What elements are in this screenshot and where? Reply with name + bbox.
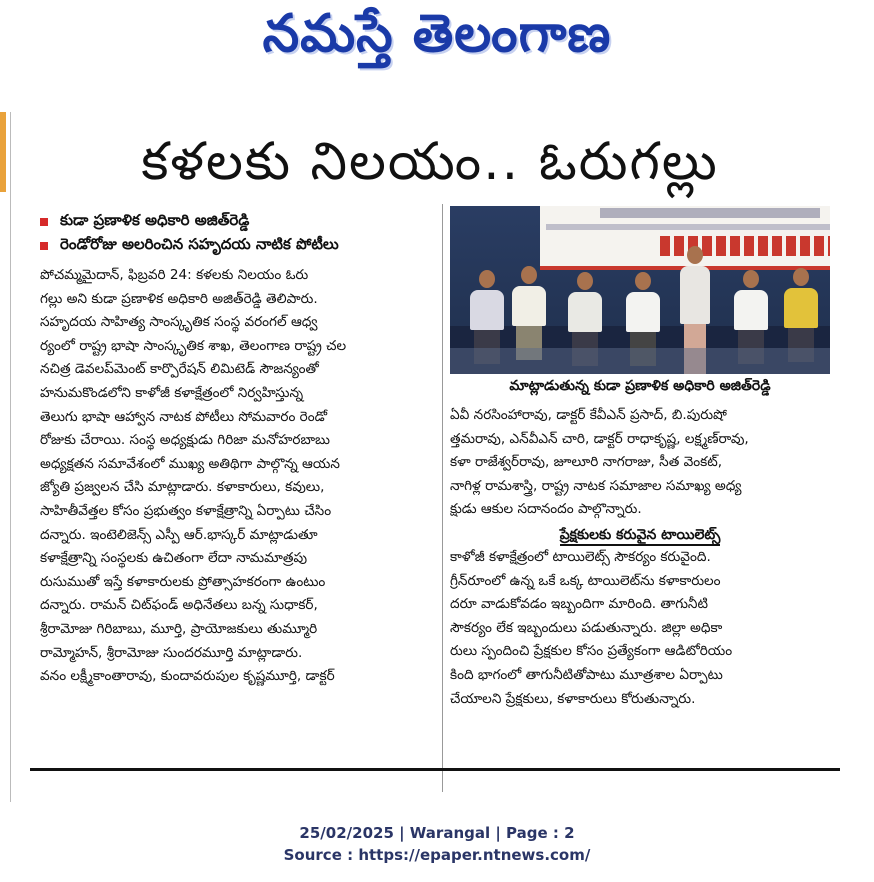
next-article-headline-cutoff — [90, 778, 790, 802]
body-column-right — [450, 404, 830, 711]
body-left-line: రుసుముతో ఇస్తే కళాకారులకు ప్రోత్సాహకరంగా ఉంటుం — [40, 573, 326, 590]
body-left-line: దన్నారు. ఇంటెలిజెన్స్ ఎస్పీ ఆర్.భాస్కర్ మాట్లాడుతూ — [40, 526, 318, 543]
bullet-text: రెండోరోజు అలరించిన సహృదయ నాటిక పోటీలు — [60, 235, 339, 253]
body-right-2-line: దరూ వాడుకోవడం ఇబ్బందిగా మారింది. తాగునీటి — [450, 596, 708, 613]
body-right-2-line: గ్రీన్‌రూంలో ఉన్న ఒకే ఒక్క టాయిలెట్‌ను కళాకారులం — [450, 572, 721, 589]
body-left-line: వనం లక్ష్మీకాంతారావు, కుందావరుపుల కృష్ణమూర్తి, డాక్టర్ — [40, 668, 335, 685]
bullet-item — [40, 234, 440, 258]
footer-date-edition: 25/02/2025 | Warangal | Page : 2 — [299, 824, 575, 842]
article-clipping — [10, 112, 852, 802]
bullet-square-icon — [40, 218, 48, 226]
body-left-line: గల్లు అని కుడా ప్రణాళిక అధికారి అజిత్‌రెడ్డి తెలిపారు. — [40, 290, 318, 307]
sub-headline — [450, 524, 830, 546]
body-right-2-line: రులు స్పందించి ప్రేక్షకుల కోసం ప్రత్యేకంగా ఆడిటోరియం — [450, 643, 733, 660]
body-right-line: ఏవీ నరసింహారావు, డాక్టర్ కేవీఎన్ ప్రసాద్, బి.పురుషో — [450, 407, 727, 423]
footer-source: Source : https://epaper.ntnews.com/ — [283, 846, 591, 864]
body-left-line: దన్నారు. రామన్ చిట్‌ఫండ్ అధినేతలు బన్న సుధాకర్, — [40, 597, 318, 614]
body-left-line: నచిత్ర డెవలప్‌మెంట్ కార్పొరేషన్ లిమిటెడ్ సౌజన్యంతో — [40, 361, 319, 378]
body-left-line: తెలుగు భాషా ఆహ్వాన నాటక పోటీలు సోమవారం రెండో — [40, 408, 328, 425]
body-right-line: కళా రాజేశ్వర్‌రావు, జూలూరి నాగరాజు, సీత వెంకట్, — [450, 454, 723, 471]
body-left-line: రామ్మోహన్, శ్రీరామోజు సుందరమూర్తి మాట్లాడారు. — [40, 644, 303, 661]
body-right-line: నాగిళ్ల రామశాస్త్రి, రాష్ట్ర నాటక సమాజాల సమాఖ్య అధ్య — [450, 477, 742, 494]
stage-table — [450, 348, 830, 374]
body-left-line: పోచమ్మమైదాన్, ఫిబ్రవరి 24: కళలకు నిలయం ఓరు — [40, 267, 309, 283]
section-rule — [30, 768, 840, 771]
sub-headline-text: ప్రేక్షకులకు కరువైన టాయిలెట్స్ — [560, 527, 721, 546]
body-left-line: రోజుకు చేరాయి. సంస్థ అధ్యక్షుడు గిరిజా మనోహరబాబు — [40, 432, 330, 449]
column-divider — [442, 204, 443, 792]
seated-guest — [512, 266, 546, 360]
bullet-square-icon — [40, 242, 48, 250]
body-right-2-line: సౌకర్యం లేక ఇబ్బందులు పడుతున్నారు. జిల్లా అధికా — [450, 619, 723, 636]
body-right-line: క్షుడు ఆకుల సదానందం పాల్గొన్నారు. — [450, 501, 642, 518]
body-left-line: సాహితీవేత్తల కోసం ప్రభుత్వం కళాక్షేత్రాన్ని ఏర్పాటు చేసిం — [40, 502, 332, 519]
left-edge-strip — [0, 112, 6, 192]
bullet-points — [40, 210, 440, 258]
body-right-2-line: కాళోజీ కళాక్షేత్రంలో టాయిలెట్స్ సౌకర్యం కరువైంది. — [450, 548, 711, 565]
body-right-2-line: చేయాలని ప్రేక్షకులు, కళాకారులు కోరుతున్నారు. — [450, 690, 696, 707]
body-left-line: హనుమకొండలోని కాళోజీ కళాక్షేత్రంలో నిర్వహిస్తున్న — [40, 384, 304, 401]
body-right-paragraph-2 — [450, 546, 830, 711]
body-right-line: త్తమరావు, ఎన్‌వీఎన్ చారి, డాక్టర్ రాధాకృష్ణ, లక్ష్మణ్‌రావు, — [450, 430, 749, 447]
newspaper-logo: నమస్తే తెలంగాణ — [262, 3, 612, 64]
clip-left-rule — [10, 112, 11, 802]
clipping-footer — [0, 822, 874, 866]
masthead — [0, 0, 874, 80]
bullet-text: కుడా ప్రణాళిక అధికారి అజిత్‌రెడ్డి — [60, 211, 250, 229]
body-right-paragraph — [450, 404, 830, 522]
body-left-line: కళాక్షేత్రాన్ని సంస్థలకు ఉచితంగా లేదా నామమాత్రపు — [40, 550, 308, 567]
article-headline: కళలకు నిలయం.. ఓరుగల్లు — [141, 131, 719, 192]
body-left-line: ర్యంలో రాష్ట్ర భాషా సాంస్కృతిక శాఖ, తెలంగాణ రాష్ట్ర చల — [40, 337, 347, 354]
body-left-line: అధ్యక్షతన సమావేశంలో ముఖ్య అతిథిగా పాల్గొన్న ఆయన — [40, 455, 340, 472]
body-left-line: జ్యోతి ప్రజ్వలన చేసి మాట్లాడారు. కళాకారులు, కవులు, — [40, 479, 325, 496]
photo-caption: మాట్లాడుతున్న కుడా ప్రణాళిక అధికారి అజిత్‌రెడ్డి — [509, 378, 771, 394]
body-left-line: శ్రీరామోజు గిరిబాబు, మూర్తి, ప్రాయోజకులు తుమ్మూరి — [40, 620, 318, 637]
body-right-2-line: కింది భాగంలో తాగునీటితోపాటు మూత్రశాల ఏర్పాటు — [450, 666, 723, 683]
bullet-item — [40, 210, 440, 234]
event-photo — [450, 206, 830, 374]
body-left-line: సహృదయ సాహిత్య సాంస్కృతిక సంస్థ వరంగల్ ఆధ్వ — [40, 314, 318, 331]
body-column-left — [40, 264, 440, 689]
